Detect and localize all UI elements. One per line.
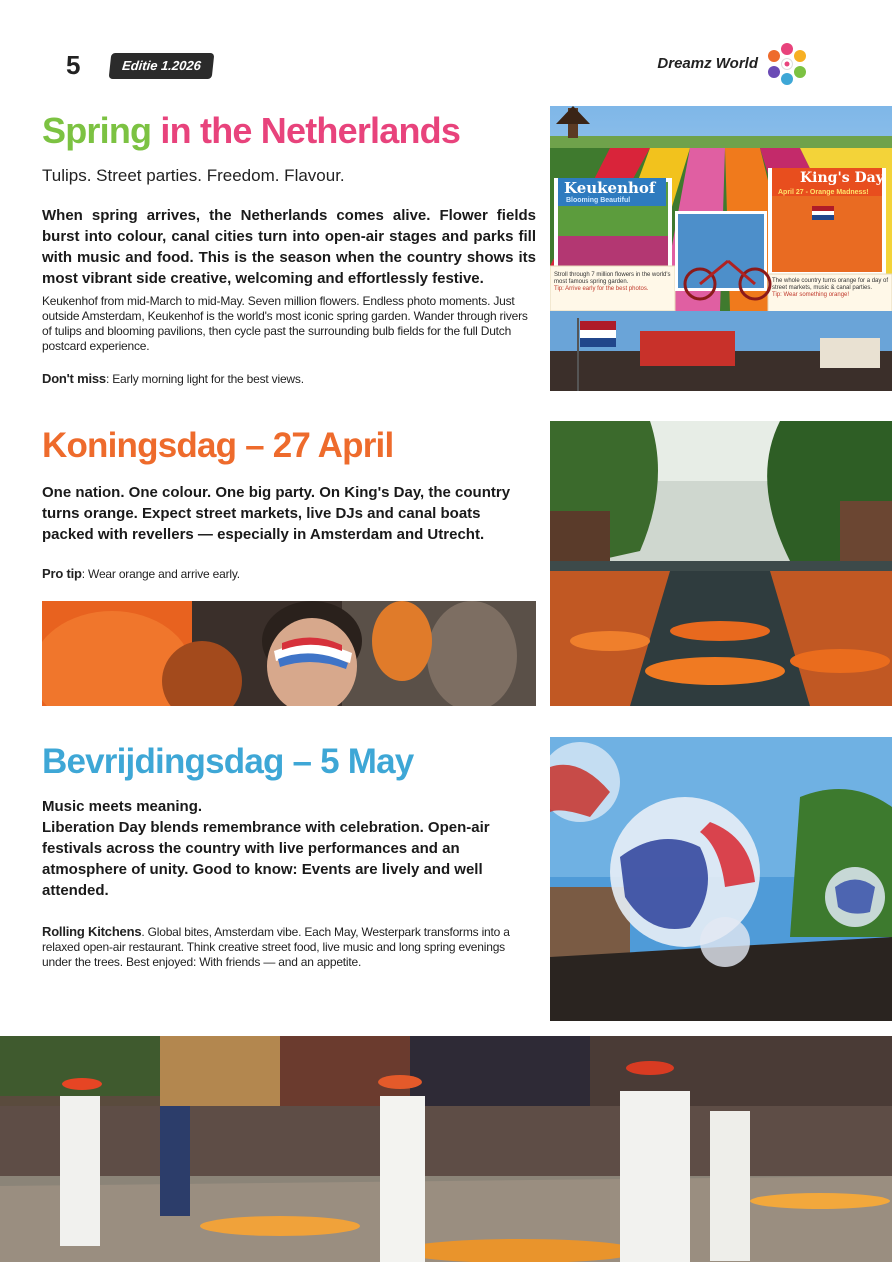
spring-collage-image — [550, 106, 892, 391]
collage-card2-subtitle: April 27 - Orange Madness! — [778, 189, 869, 196]
bevrijdingsdag-lead-rest: Liberation Day blends remembrance with celebration. Open-air festivals across the country with live performances and an atmosphere of unity. Good to know: Events are lively and well attended. — [42, 819, 490, 899]
pro-tip-label: Pro tip — [42, 566, 82, 581]
dont-miss-label: Don't miss — [42, 371, 106, 386]
koningsdag-lead: One nation. One colour. One big party. On King's Day, the country turns orange. Expect street markets, live DJs and canal boats packed with revellers — especially in Amsterdam and Utrecht. — [42, 484, 511, 543]
liberation-day-balloons-image — [550, 737, 892, 1021]
collage-card1-subtitle: Blooming Beautiful — [566, 197, 631, 204]
collage-note1-text: Stroll through 7 million flowers in the world's most famous spring garden. — [554, 272, 671, 285]
keukenhof-paragraph: Keukenhof from mid-March to mid-May. Seven million flowers. Endless photo moments. Just outside Amsterdam, Keukenhof is the world's most iconic spring garden. Wander through rivers of tulips and blooming pavilions, then cycle past the surrounding bulb fields for the full Dutch postcard experience. — [42, 294, 528, 353]
bevrijdingsdag-lead-line1: Music meets meaning. — [42, 798, 203, 815]
collage-note2 — [772, 278, 890, 299]
spring-title — [42, 110, 461, 151]
orange-face-paint-image — [42, 601, 536, 706]
rolling-kitchens-text: . Global bites, Amsterdam vibe. Each May, Westerpark transforms into a relaxed open-air restaurant. Think creative street food, live music and long spring evenings under the trees. Best enjoyed: With friends — and an appetite. — [42, 925, 510, 969]
dont-miss-text: : Early morning light for the best views. — [105, 372, 304, 386]
collage-note2-tip: Tip: Wear something orange! — [772, 292, 850, 298]
spring-tagline: Tulips. Street parties. Freedom. Flavour. — [42, 166, 345, 185]
cheese-market-image — [0, 1036, 892, 1262]
pro-tip-text: : Wear orange and arrive early. — [81, 567, 240, 581]
collage-card1-title: Keukenhof — [564, 179, 656, 197]
edition-badge: Editie 1.2026 — [109, 53, 215, 79]
collage-note1 — [554, 272, 672, 293]
rolling-kitchens-paragraph — [42, 924, 536, 970]
flower-dots-logo-icon — [765, 42, 809, 86]
spring-title-part2: in the Netherlands — [160, 110, 461, 151]
kings-day-canal-image — [550, 421, 892, 706]
rolling-kitchens-label: Rolling Kitchens — [42, 924, 142, 939]
bevrijdingsdag-lead — [42, 796, 512, 901]
bevrijdingsdag-title: Bevrijdingsdag – 5 May — [42, 742, 414, 781]
collage-card2-title: King's Day — [800, 170, 884, 186]
dont-miss-paragraph — [42, 371, 536, 387]
spring-lead: When spring arrives, the Netherlands comes alive. Flower fields burst into colour, canal cities turn into open-air stages and parks fill with music and food. This is the season when the country shows its most vibrant side creative, welcoming and effortlessly festive. — [42, 207, 536, 287]
brand-name: Dreamz World — [657, 55, 758, 72]
page-number: 5 — [66, 50, 81, 80]
pro-tip-paragraph — [42, 566, 536, 582]
collage-note1-tip: Tip: Arrive early for the best photos. — [554, 286, 649, 292]
spring-title-part1: Spring — [42, 110, 152, 151]
collage-note2-text: The whole country turns orange for a day of street markets, music & canal parties. — [772, 278, 889, 291]
koningsdag-title: Koningsdag – 27 April — [42, 426, 394, 465]
